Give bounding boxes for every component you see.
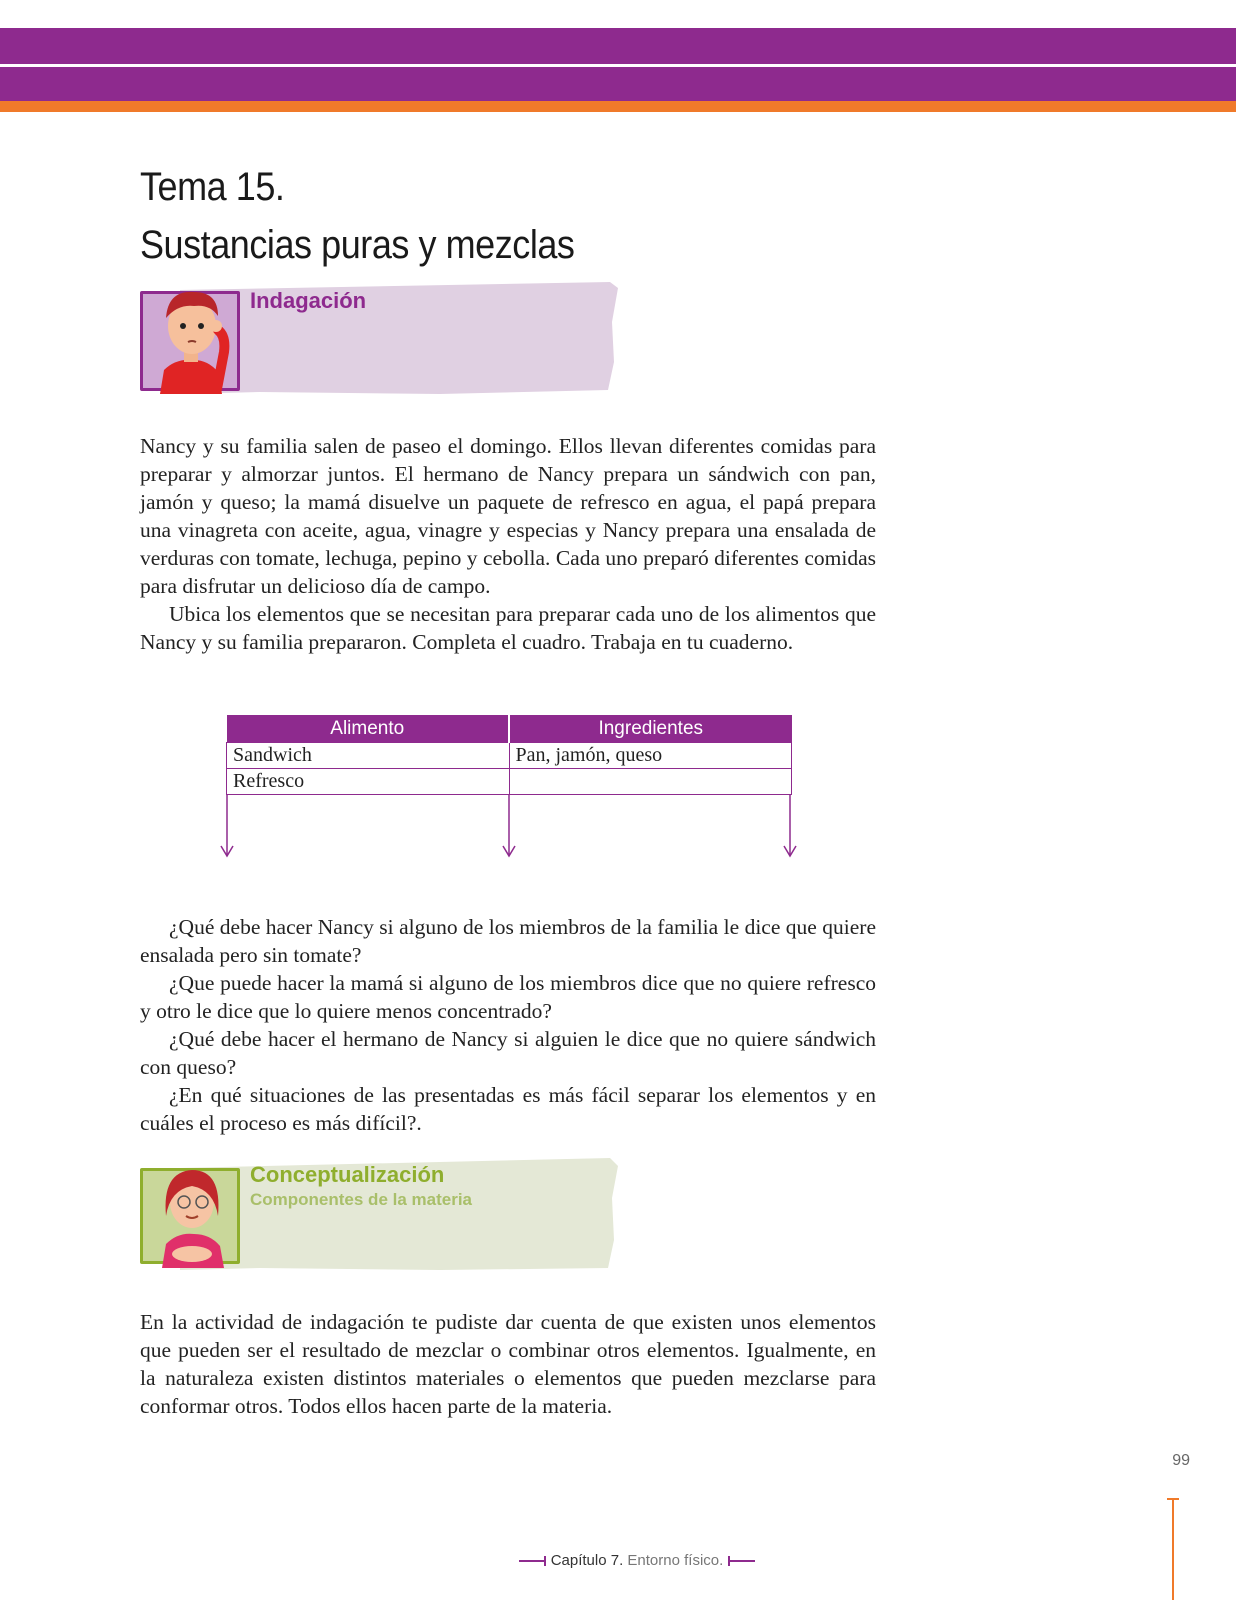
page-number: 99 [1172,1452,1190,1469]
header-band-purple [0,28,1236,64]
questions-list [140,913,876,1137]
table-row [227,743,792,769]
conceptualizacion-banner [140,1158,620,1272]
title-line-1: Tema 15. [140,165,285,209]
table-cell: Refresco [227,769,510,795]
conceptualizacion-sublabel: Componentes de la materia [250,1190,473,1209]
chapter-title: Entorno físico. [627,1552,724,1569]
chapter-footer [508,1551,766,1571]
footer-left-bracket [519,1556,547,1566]
conceptualizacion-label: Conceptualización [250,1162,445,1187]
question-2: ¿Que puede hacer la mamá si alguno de los miembros dice que no quiere refresco y otro le dice que lo quiere menos concentrado? [140,971,876,1023]
table-continuation-arrows [218,794,798,860]
indagacion-banner [140,282,620,396]
table-cell [509,769,792,795]
boy-thinking-icon [146,282,242,394]
table-header-alimento: Alimento [227,715,510,743]
indagacion-text [140,432,876,656]
table-cell: Sandwich [227,743,510,769]
ingredients-table [226,715,792,795]
page-title [140,158,623,274]
page-side-marker [1166,1498,1180,1600]
indagacion-paragraph-1: Nancy y su familia salen de paseo el domingo. Ellos llevan diferentes comidas para preparar y almorzar juntos. El hermano de Nancy prepara un sándwich con pan, jamón y queso; la mamá disuelve un paquete de refresco en agua, el papá prepara una vinagreta con aceite, agua, vinagre y especias y Nancy prepara una ensalada de verduras con tomate, lechuga, pepino y cebolla. Cada uno preparó diferentes comidas para disfrutar un delicioso día de campo. [140,434,876,598]
indagacion-paragraph-2: Ubica los elementos que se necesitan para preparar cada uno de los alimentos que Nancy y su familia prepararon. Completa el cuadro. Trabaja en tu cuaderno. [140,602,876,654]
question-1: ¿Qué debe hacer Nancy si alguno de los miembros de la familia le dice que quiere ensalada pero sin tomate? [140,915,876,967]
question-4: ¿En qué situaciones de las presentadas es más fácil separar los elementos y en cuáles el proceso es más difícil?. [140,1083,876,1135]
chapter-number: Capítulo 7. [550,1552,624,1569]
conceptualizacion-text [140,1308,876,1420]
girl-reading-icon [150,1158,240,1268]
table-header-ingredientes: Ingredientes [509,715,792,743]
table-cell: Pan, jamón, queso [509,743,792,769]
question-3: ¿Qué debe hacer el hermano de Nancy si alguien le dice que no quiere sándwich con queso? [140,1027,876,1079]
title-line-2: Sustancias puras y mezclas [140,223,575,267]
footer-right-bracket [727,1556,755,1566]
indagacion-label: Indagación [250,288,367,313]
header-band-purple-lower [0,67,1236,101]
header-band-orange [0,101,1236,112]
table-row [227,769,792,795]
conceptualizacion-paragraph: En la actividad de indagación te pudiste dar cuenta de que existen unos elementos que pueden ser el resultado de mezclar o combinar otros elementos. Igualmente, en la naturaleza existen distintos materiales o elementos que pueden mezclarse para conformar otros. Todos ellos hacen parte de la materia. [140,1310,876,1418]
